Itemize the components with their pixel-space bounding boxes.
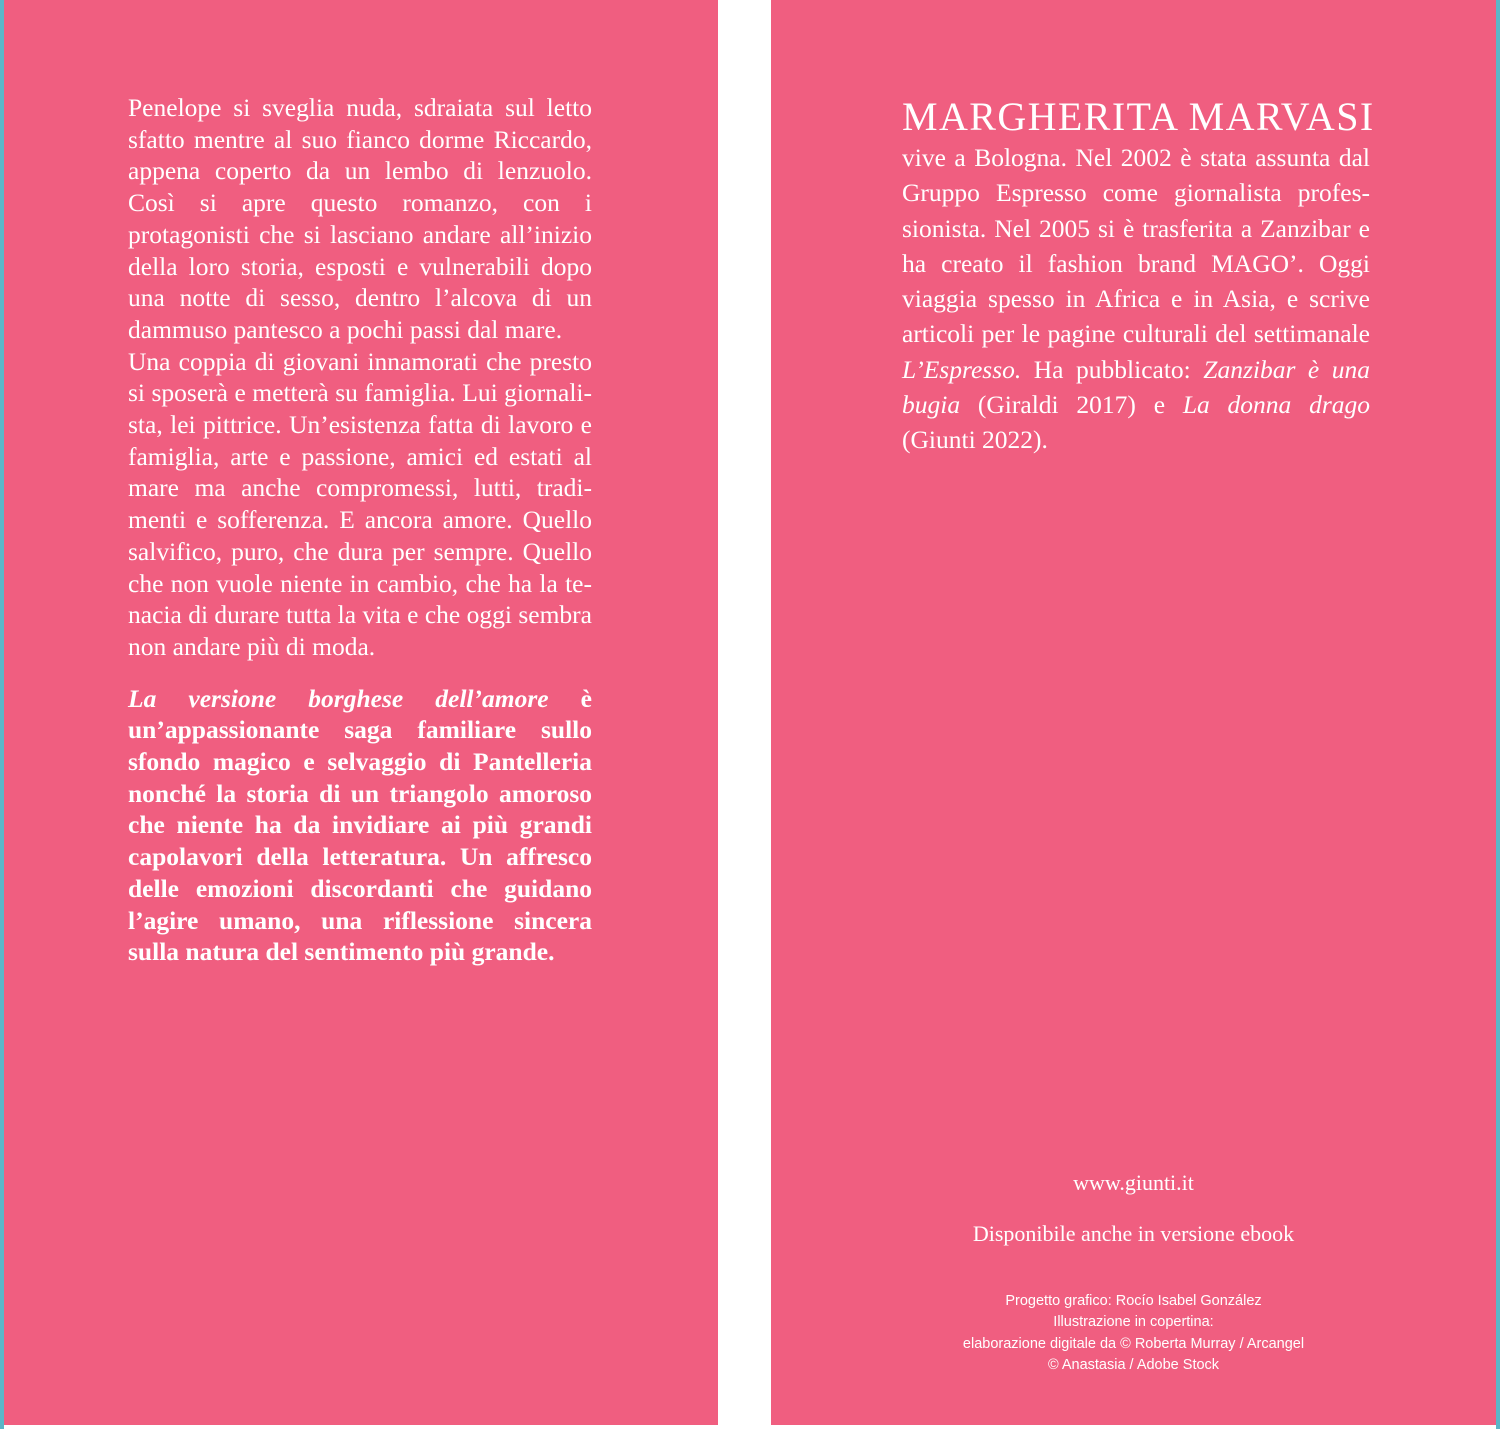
author-name: MARGHERITA MARVASI bbox=[902, 94, 1375, 139]
credit-line: Progetto grafico: Rocío Isabel González bbox=[1005, 1293, 1262, 1309]
credit-line: elaborazione digitale da © Roberta Murray / Arcangel bbox=[962, 1335, 1305, 1352]
right-edge-strip bbox=[1496, 0, 1500, 1429]
credit-line: Illustrazione in copertina: bbox=[1053, 1314, 1214, 1331]
design-credits bbox=[771, 1291, 1496, 1376]
bio-part-2: Ha pubblicato: bbox=[1021, 354, 1204, 384]
book-blurb bbox=[128, 92, 592, 968]
bio-text bbox=[902, 140, 1370, 458]
book-title: La versione borghese dell’amore bbox=[128, 683, 549, 713]
back-cover-panel bbox=[4, 0, 718, 1425]
book-title-2: La donna drago bbox=[1182, 390, 1371, 420]
blurb-highlight-text: è un’appassionante saga familiare sullo sfondo magico e selvaggio di Pantelleria nonché la storia di un triangolo amoroso che niente ha da invidiare ai più grandi capolavori della letteratura. Un affresco delle emozioni discordanti che guidano l’agire umano, una riflessione sincera sulla natura del sentimento più grande. bbox=[128, 683, 592, 967]
blurb-highlight bbox=[128, 683, 592, 968]
bio-part-3: (Giraldi 2017) e bbox=[960, 390, 1183, 420]
bio-part-1: vive a Bologna. Nel 2002 è stata assunta dal Gruppo Espresso come giornalista professionista. Nel 2005 si è trasferita a Zanzibar e ha creato il fashion brand MAGO’. Oggi viaggia spesso in Africa e in Asia, e scrive articoli per le pagine culturali del settimanale bbox=[902, 143, 1370, 349]
bio-part-4: (Giunti 2022). bbox=[902, 425, 1048, 455]
blurb-paragraph-1: Penelope si sveglia nuda, sdraiata sul letto sfatto mentre al suo fianco dorme Riccardo, appena coperto da un lembo di lenzuolo. Così si apre questo romanzo, con i protagonisti che si lasciano andare all’inizio della loro storia, esposti e vulnerabili dopo una notte di sesso, dentro l’alcova di un dammuso pantesco a pochi passi dal mare. bbox=[128, 93, 592, 344]
blurb-paragraph-2: Una coppia di giovani innamorati che presto si sposerà e metterà su famiglia. Lui giornalista, lei pittrice. Un’esistenza fatta di lavoro e famiglia, arte e passione, amici ed estati al mare ma anche compromessi, lutti, tradimenti e sofferenza. E ancora amore. Quello salvifico, puro, che dura per sempre. Quello che non vuole niente in cambio, che ha la tenacia di durare tutta la vita e che oggi sembra non andare più di moda. bbox=[128, 346, 592, 661]
credit-line: © Anastasia / Adobe Stock bbox=[1047, 1356, 1220, 1373]
ebook-note: Disponibile anche in versione ebook bbox=[972, 1221, 1295, 1246]
book-title-1: Zanzibar è una bugia bbox=[902, 354, 1370, 420]
website-url: www.giunti.it bbox=[1073, 1170, 1194, 1195]
flap-panel bbox=[771, 0, 1496, 1425]
author-bio bbox=[902, 94, 1375, 458]
magazine-title: L’Espresso. bbox=[902, 354, 1022, 384]
